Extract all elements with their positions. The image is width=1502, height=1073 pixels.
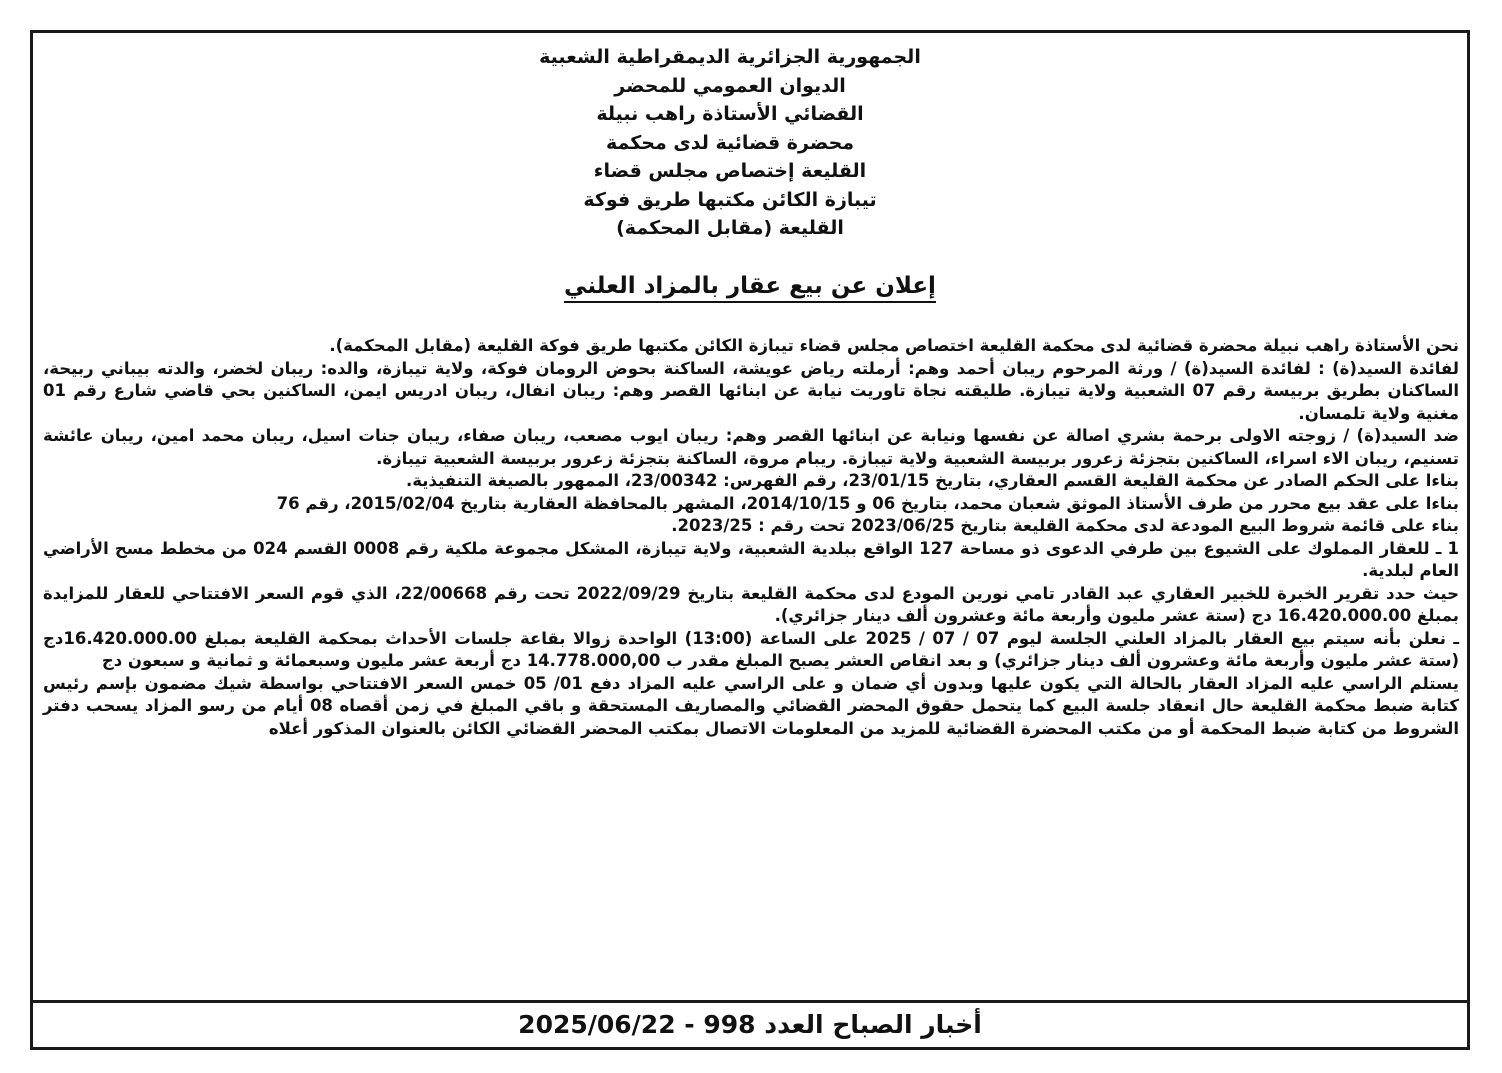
- paragraph-judgment: بناءا على الحكم الصادر عن محكمة القليعة القسم العقاري، بتاريخ 23/01/15، رقم الفهرس: 23/00342، الممهور بالصيغة التنفيذية.: [405, 471, 1459, 490]
- paragraph-defendants: ضد السيد(ة) / زوجته الاولى برحمة بشري اصالة عن نفسها ونيابة عن ابنائها القصر وهم: ريبان ايوب مصعب، ريبان صفاء، ريبان جنات اسيل، ريبان محمد امين، ريبان عائشة تسنيم، ريبان الاء اسراء، الساكنين بتجزئة زعرور بربيسة الشعبية ولاية تيبازة. ريبام مروة، الساكنة بتجزئة زعرور بربيسة الشعبية تيبازة.: [43, 426, 1459, 468]
- header-line-court: محضرة قضائية لدى محكمة: [605, 131, 855, 154]
- header-line-address: تيبازة الكائن مكتبها طريق فوكة: [583, 188, 877, 211]
- paragraph-sale-contract: بناءا على عقد بيع محرر من طرف الأستاذ الموثق شعبان محمد، بتاريخ 06 و 2014/10/15، المشهر بالمحافظة العقارية بتاريخ 2015/02/04، رقم 76: [276, 493, 1459, 513]
- header-line-bailiff: القضائي الأستاذة راهب نبيلة: [596, 103, 864, 125]
- paragraph-auction-date: ـ نعلن بأنه سيتم بيع العقار بالمزاد العلني الجلسة ليوم 07 / 07 / 2025 على الساعة (13:00) الواحدة زوالا بقاعة جلسات الأحداث بمحكمة القليعة بمبلغ 16.420.000.00دج (ستة عشر مليون وأربعة مائة وعشرون ألف دينار جزائري) و بعد انقاص العشر يصبح المبلغ مقدر ب 14.778.000,00 دج أربعة عشر مليون وسبعمائة و ثمانية و سبعون دج: [43, 628, 1460, 670]
- header-line-republic: الجمهورية الجزائرية الديمقراطية الشعبية: [539, 46, 921, 68]
- paragraph-property: 1 ـ للعقار المملوك على الشيوع بين طرفي الدعوى ذو مساحة 127 الواقع ببلدية الشعبية، ولاية تيبازة، المشكل مجموعة ملكية رقم 0008 القسم 024 من مخطط مسح الأراضي العام لبلدية.: [43, 538, 1459, 580]
- notice-frame: [30, 30, 1470, 1050]
- notice-title-text: إعلان عن بيع عقار بالمزاد العلني: [564, 273, 936, 303]
- newspaper-footer: [30, 1000, 1470, 1050]
- notice-body: [43, 335, 1459, 740]
- notice-title: [33, 273, 1467, 299]
- office-header: [33, 43, 1467, 243]
- paragraph-bailiff: نحن الأستاذة راهب نبيلة محضرة قضائية لدى محكمة القليعة اختصاص مجلس قضاء تيبازة الكائن مكتبها طريق فوكة القليعة (مقابل المحكمة).: [329, 336, 1459, 355]
- paragraph-plaintiffs: لفائدة السيد(ة) : لفائدة السيد(ة) / ورثة المرحوم ريبان أحمد وهم: أرملته رياض عويشة، الساكنة بحوض الرومان فوكة، ولاية تيبازة، والده: ريبان لخضر، والدته بيباني ربيحة، الساكنان بطريق بربيسة رقم 07 الشعبية ولاية تيبازة. طليقته نجاة تاوريت نيابة عن ابنائها القصر وهم: ريبان انفال، ريبان ادريس ايمن، الساكنين بحي قاضي شارع رقم 01 مغنية ولاية تلمسان.: [43, 358, 1459, 423]
- footer-text: أخبار الصباح العدد 998 - 2025/06/22: [518, 1010, 982, 1039]
- header-line-location: القليعة (مقابل المحكمة): [616, 217, 844, 239]
- paragraph-conditions: بناء على قائمة شروط البيع المودعة لدى محكمة القليعة بتاريخ 2023/06/25 تحت رقم : 2023/25.: [671, 516, 1459, 535]
- paragraph-terms: يستلم الراسي عليه المزاد العقار بالحالة التي يكون عليها وبدون أي ضمان و على الراسي عليه المزاد دفع 01/ 05 خمس السعر الافتتاحي بواسطة شيك مضمون بإسم رئيس كتابة ضبط محكمة القليعة حال انعقاد جلسة البيع كما يتحمل حقوق المحضر القضائي والمصاريف المستحقة و باقي المبلغ في زمن أقصاه 08 أيام من رسو المزاد يسحب دفتر الشروط من كتابة ضبط المحكمة أو من مكتب المحضرة القضائية للمزيد من المعلومات الاتصال بمكتب المحضر القضائي الكائن بالعنوان المذكور أعلاه: [43, 673, 1459, 738]
- header-line-office: الديوان العمومي للمحضر: [614, 74, 846, 97]
- header-line-jurisdiction: القليعة إختصاص مجلس قضاء: [593, 160, 867, 182]
- paragraph-appraisal: حيث حدد تقرير الخبرة للخبير العقاري عبد القادر تامي نورين المودع لدى محكمة القليعة بتاريخ 2022/09/29 تحت رقم 22/00668، الذي قوم السعر الافتتاحي للعقار للمزايدة بمبلغ 16.420.000.00 دج (ستة عشر مليون وأربعة مائة وعشرون ألف دينار جزائري).: [43, 583, 1459, 625]
